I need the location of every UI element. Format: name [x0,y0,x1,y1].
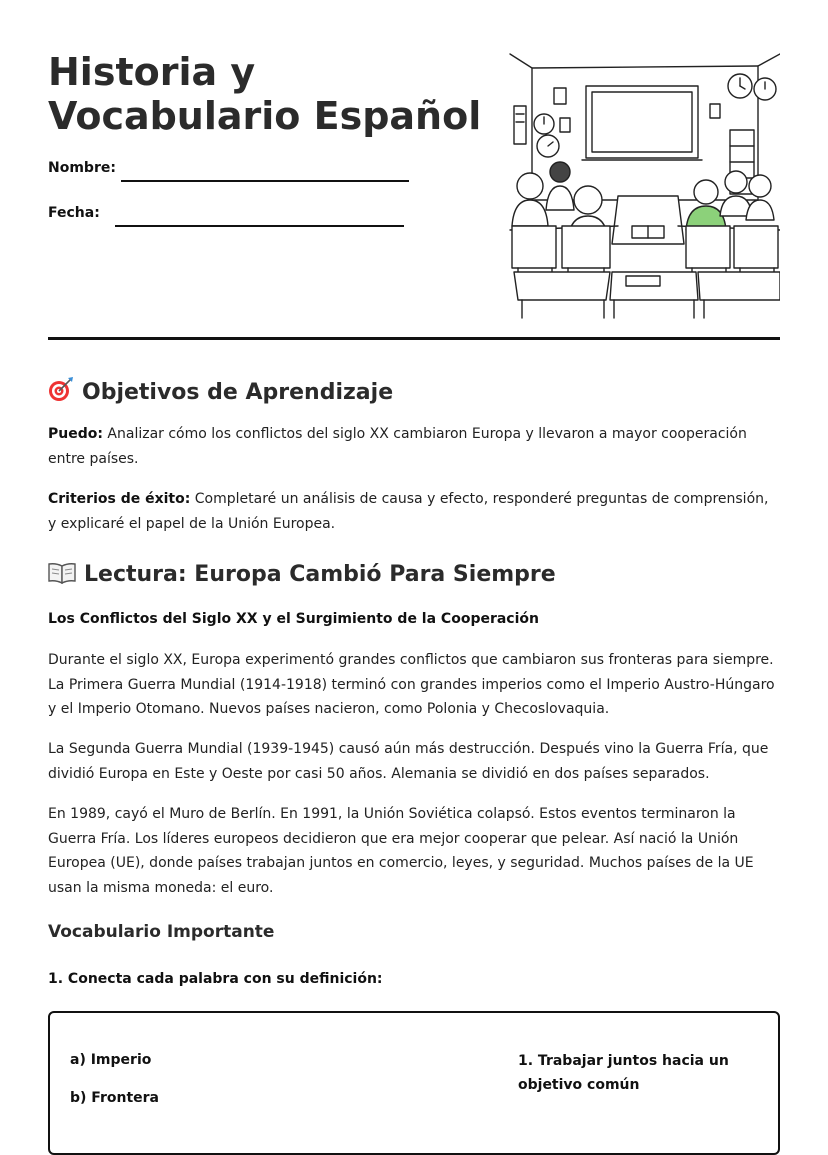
objective-criteria-text: Completaré un análisis de causa y efecto, responderé preguntas de comprensión, y explicaré el papel de la Unión Europea. [48,491,769,532]
objectives-heading [48,376,393,405]
vocab-word: a) Imperio [70,1052,152,1068]
page-title: Historia y Vocabulario Español [48,50,482,138]
date-line[interactable] [115,225,404,227]
reading-heading-text: Lectura: Europa Cambió Para Siempre [84,562,556,587]
objective-can [48,422,780,471]
name-line[interactable] [121,180,409,182]
matching-box [48,1011,780,1155]
vocab-word: b) Frontera [70,1090,159,1106]
name-label: Nombre: [48,160,116,176]
vocabulary-heading: Vocabulario Importante [48,922,275,942]
definitions-column [518,1049,758,1109]
header-divider [48,337,780,340]
reading-paragraph-2: La Segunda Guerra Mundial (1939-1945) causó aún más destrucción. Después vino la Guerra Fría, que dividió Europa en Este y Oeste por casi 50 años. Alemania se dividió en dos países separados. [48,741,769,782]
objective-criteria-label: Criterios de éxito: [48,491,191,507]
reading-paragraph-3: En 1989, cayó el Muro de Berlín. En 1991, la Unión Soviética colapsó. Estos eventos terminaron la Guerra Fría. Los líderes europeos decidieron que era mejor cooperar que pelear. Así nació la Unión Europea (UE), donde países trabajan juntos en comercio, leyes, y seguridad. Muchos países de la UE usan la misma moneda: el euro. [48,806,754,896]
objectives-heading-text: Objetivos de Aprendizaje [82,380,394,405]
reading-subtitle: Los Conflictos del Siglo XX y el Surgimiento de la Cooperación [48,611,539,627]
vocabulary-instruction: 1. Conecta cada palabra con su definición: [48,971,383,987]
reading-heading [48,562,556,587]
open-book-icon [48,562,76,584]
date-label: Fecha: [48,205,100,221]
vocab-definition: 1. Trabajar juntos hacia un objetivo común [518,1053,729,1093]
objective-criteria [48,487,780,536]
target-icon [48,376,74,402]
classroom-illustration [508,50,780,320]
reading-paragraph-1: Durante el siglo XX, Europa experimentó grandes conflictos que cambiaron sus fronteras para siempre. La Primera Guerra Mundial (1914-1918) terminó con grandes imperios como el Imperio Austro-Húngaro y el Imperio Otomano. Nuevos países nacieron, como Polonia y Checoslovaquia. [48,652,775,717]
objective-can-label: Puedo: [48,426,103,442]
objective-can-text: Analizar cómo los conflictos del siglo XX cambiaron Europa y llevaron a mayor cooperación entre países. [48,426,747,467]
